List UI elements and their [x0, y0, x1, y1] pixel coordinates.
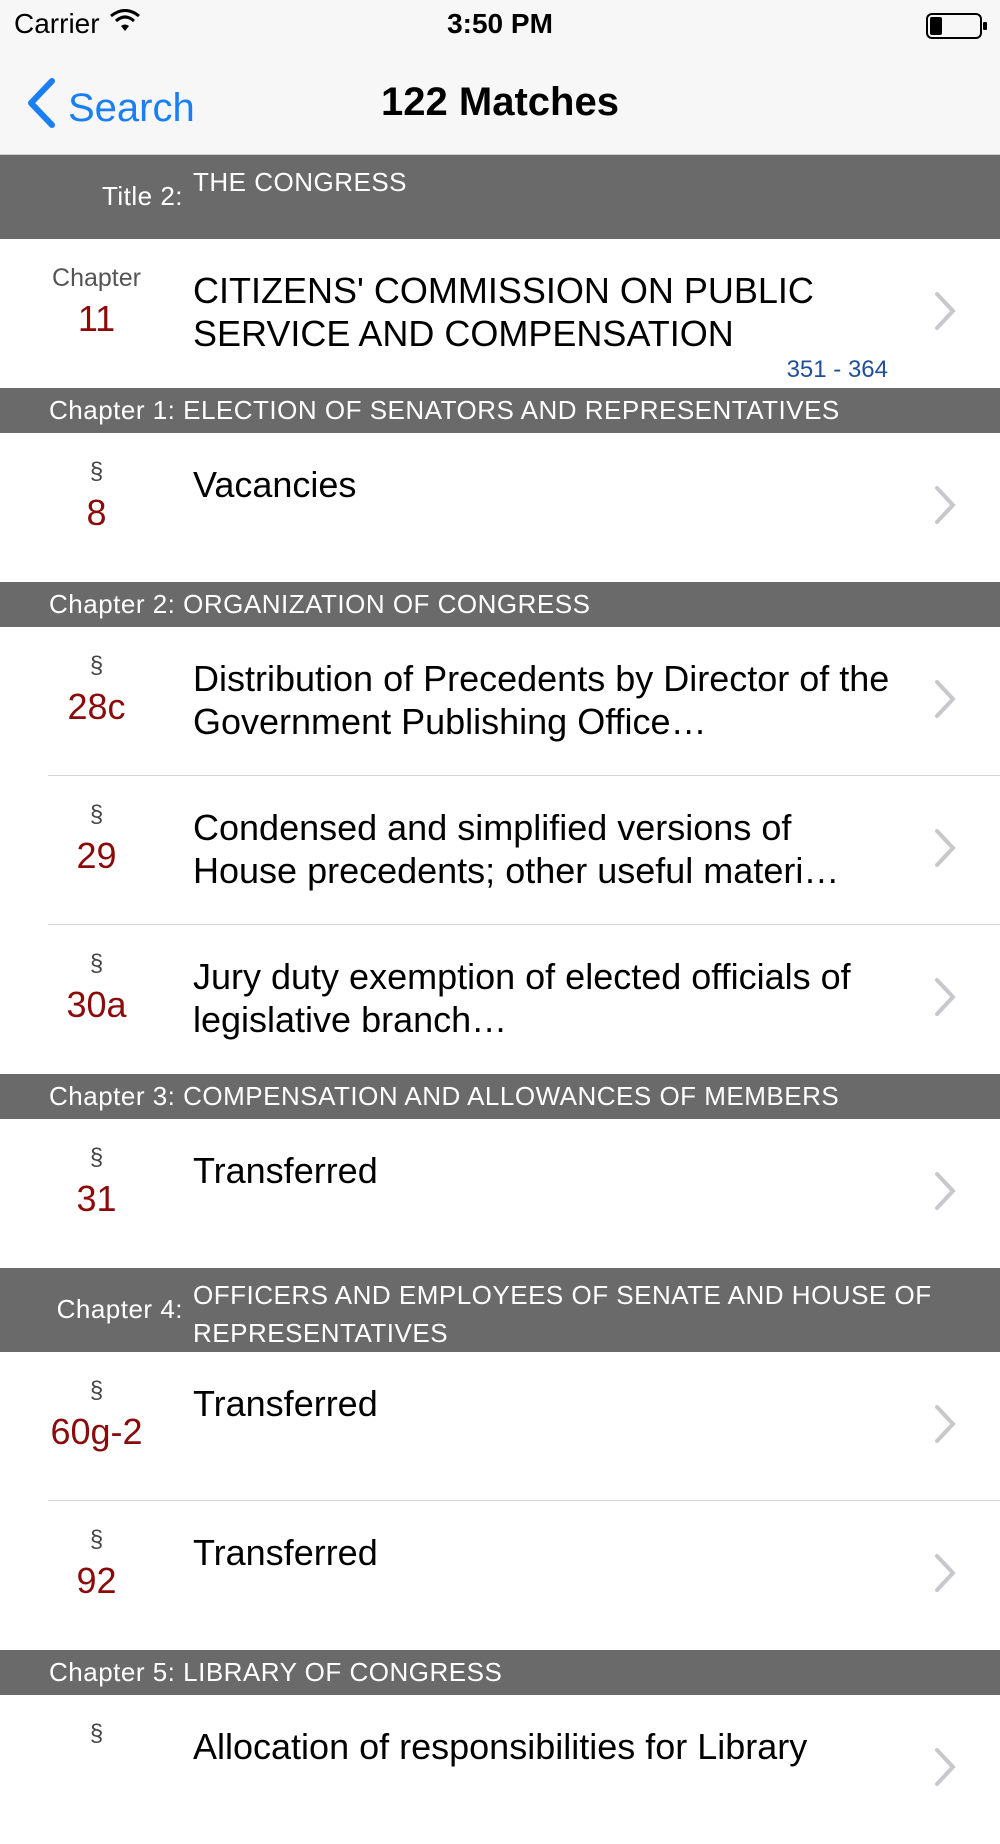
chapter-row[interactable]	[0, 239, 1000, 388]
header-text: THE CONGRESS	[193, 167, 408, 197]
header-text: Chapter 5: LIBRARY OF CONGRESS	[49, 1657, 503, 1687]
list-item[interactable]	[0, 1501, 1000, 1650]
chevron-right-icon	[934, 1404, 956, 1449]
chapter-label: Chapter	[52, 264, 141, 292]
row-title: Transferred	[193, 1383, 378, 1424]
section-symbol: §	[89, 1144, 104, 1171]
section-header-chapter-4	[0, 1268, 1000, 1352]
row-number-block	[0, 263, 193, 341]
header-text: Chapter 2: ORGANIZATION OF CONGRESS	[49, 589, 591, 619]
chevron-right-icon	[934, 828, 956, 873]
status-bar	[0, 0, 1000, 50]
chevron-right-icon	[934, 1553, 956, 1598]
section-number: 29	[76, 835, 117, 876]
row-number-block	[0, 457, 193, 535]
section-number: 30a	[66, 984, 127, 1025]
list-item[interactable]	[0, 1352, 1000, 1501]
section-number: 31	[76, 1178, 117, 1219]
header-prefix: Title 2:	[101, 181, 183, 211]
section-header-chapter-5	[0, 1650, 1000, 1695]
list-item[interactable]	[0, 433, 1000, 582]
row-title: Transferred	[193, 1532, 378, 1573]
section-symbol: §	[89, 801, 104, 828]
row-title: Condensed and simplified versions of House precedents; other useful materi…	[193, 807, 840, 891]
row-number-block	[0, 800, 193, 878]
section-number: 8	[86, 492, 107, 533]
section-number: 92	[76, 1560, 117, 1601]
row-title: Distribution of Precedents by Director of the Government Publishing Office…	[193, 658, 890, 742]
row-title: Vacancies	[193, 464, 357, 505]
header-text: Chapter 3: COMPENSATION AND ALLOWANCES OF MEMBERS	[49, 1081, 840, 1111]
chevron-right-icon	[934, 485, 956, 530]
list-item[interactable]	[0, 1695, 1000, 1844]
navigation-bar	[0, 50, 1000, 155]
row-title: Allocation of responsibilities for Library	[193, 1726, 808, 1767]
section-symbol: §	[89, 1720, 104, 1747]
row-number-block	[0, 1376, 193, 1454]
list-item[interactable]	[0, 1119, 1000, 1268]
section-header-chapter-3	[0, 1074, 1000, 1119]
header-text: Chapter 1: ELECTION OF SENATORS AND REPRESENTATIVES	[49, 395, 840, 425]
clock: 3:50 PM	[447, 8, 553, 39]
row-title: Transferred	[193, 1150, 378, 1191]
section-header-chapter-1	[0, 388, 1000, 433]
carrier-label: Carrier	[14, 8, 100, 39]
chevron-right-icon	[934, 977, 956, 1022]
row-number-block	[0, 1719, 193, 1753]
section-symbol: §	[89, 652, 104, 679]
section-number: 60g-2	[50, 1411, 143, 1452]
page-title: 122 Matches	[381, 80, 619, 124]
header-text: OFFICERS AND EMPLOYEES OF SENATE AND HOUSE OF REPRESENTATIVES	[193, 1280, 932, 1348]
chapter-number: 11	[77, 298, 116, 339]
battery-icon	[926, 12, 988, 47]
row-title: CITIZENS' COMMISSION ON PUBLIC SERVICE AND COMPENSATION	[193, 270, 814, 354]
row-title: Jury duty exemption of elected officials of legislative branch…	[193, 956, 851, 1040]
section-symbol: §	[89, 1377, 104, 1404]
list-item[interactable]	[0, 925, 1000, 1074]
row-number-block	[0, 1143, 193, 1221]
section-number: 28c	[67, 686, 126, 727]
row-number-block	[0, 651, 193, 729]
chevron-right-icon	[934, 1747, 956, 1792]
chevron-right-icon	[934, 1171, 956, 1216]
section-header-chapter-2	[0, 582, 1000, 627]
section-symbol: §	[89, 950, 104, 977]
section-symbol: §	[89, 1526, 104, 1553]
back-label: Search	[68, 85, 195, 130]
list-item[interactable]	[0, 776, 1000, 925]
chevron-right-icon	[934, 679, 956, 724]
row-number-block	[0, 1525, 193, 1603]
section-range: 351 - 364	[786, 356, 888, 383]
header-prefix: Chapter 4:	[56, 1294, 183, 1324]
list-item[interactable]	[0, 627, 1000, 776]
section-symbol: §	[89, 458, 104, 485]
row-number-block	[0, 949, 193, 1027]
chevron-right-icon	[934, 291, 956, 336]
section-header-title	[0, 155, 1000, 239]
